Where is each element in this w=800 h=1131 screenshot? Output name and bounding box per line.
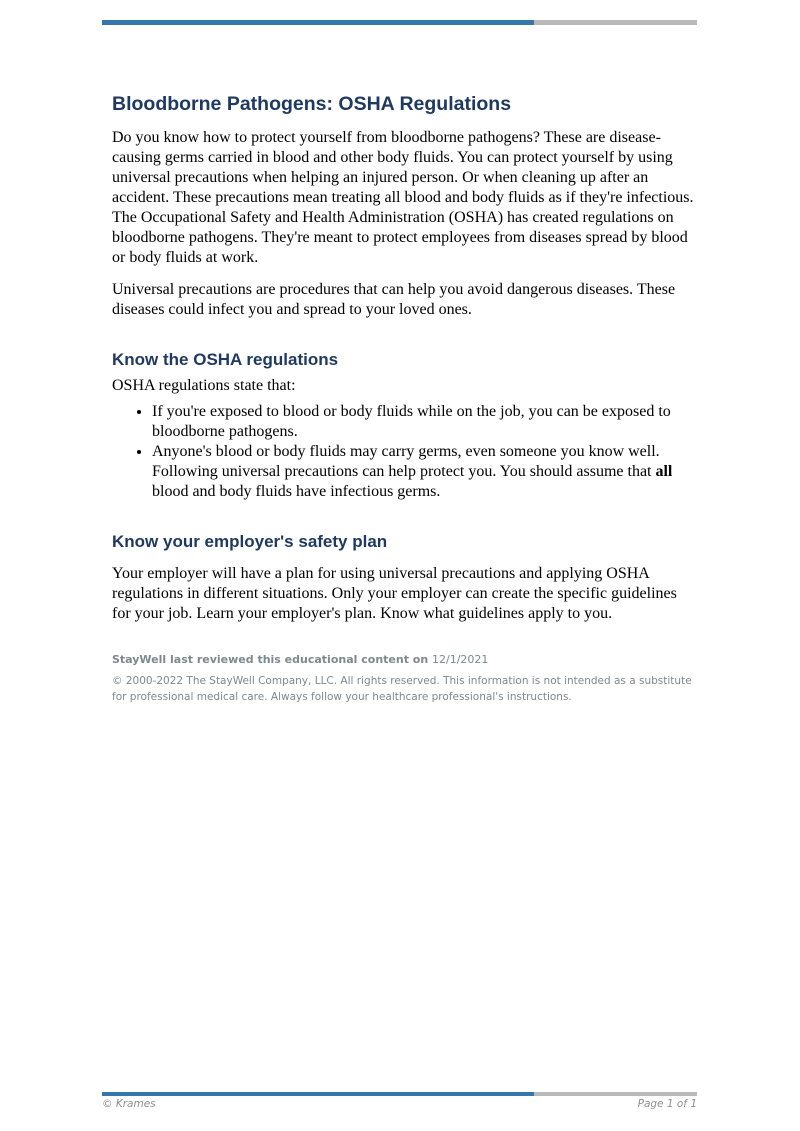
bullet-2-text: Anyone's blood or body fluids may carry germs, even someone you know well. Following universal precautions can help protect you. You should assume that — [152, 443, 660, 480]
osha-regulations-lead: OSHA regulations state that: — [112, 377, 296, 394]
review-line — [112, 652, 696, 668]
page-title: Bloodborne Pathogens: OSHA Regulations — [112, 93, 512, 115]
list-item — [152, 442, 696, 502]
document-content — [112, 0, 696, 705]
footer-page-number: Page 1 of 1 — [637, 1098, 697, 1110]
review-date: 12/1/2021 — [432, 653, 489, 666]
bottom-divider-gray-segment — [534, 1092, 697, 1096]
bullet-2-bold-text: all — [655, 463, 673, 480]
bullet-1-text: If you're exposed to blood or body fluids while on the job, you can be exposed to bloodborne pathogens. — [152, 403, 671, 440]
section-heading-osha-regulations: Know the OSHA regulations — [112, 350, 339, 369]
footer-brand: © Krames — [102, 1098, 156, 1110]
review-label: StayWell last reviewed this educational content on — [112, 653, 429, 666]
intro-paragraph-1: Do you know how to protect yourself from bloodborne pathogens? These are disease-causing germs carried in blood and other body fluids. You can protect yourself by using universal precautions when helping an injured person. Or when cleaning up after an accident. These precautions mean treating all blood and body fluids as if they're infectious. The Occupational Safety and Health Administration (OSHA) has created regulations on bloodborne pathogens. They're meant to protect employees from diseases spread by blood or body fluids at work. — [112, 129, 694, 266]
bullet-2-post-text: blood and body fluids have infectious germs. — [152, 483, 441, 500]
list-item — [152, 402, 696, 442]
intro-paragraph-2: Universal precautions are procedures that can help you avoid dangerous diseases. These diseases could infect you and spread to your loved ones. — [112, 281, 676, 318]
copyright-notice: © 2000-2022 The StayWell Company, LLC. All rights reserved. This information is not intended as a substitute for professional medical care. Always follow your healthcare professional's instructions. — [112, 675, 692, 703]
bottom-divider-blue-segment — [102, 1092, 534, 1096]
bottom-divider-bar — [102, 1092, 697, 1096]
employer-safety-plan-paragraph: Your employer will have a plan for using universal precautions and applying OSHA regulations in different situations. Only your employer can create the specific guidelines for your job. Learn your employer's plan. Know what guidelines apply to you. — [112, 565, 677, 622]
section-heading-employer-safety-plan: Know your employer's safety plan — [112, 532, 388, 551]
osha-regulations-bullet-list — [112, 402, 696, 502]
page-footer — [102, 1097, 697, 1111]
